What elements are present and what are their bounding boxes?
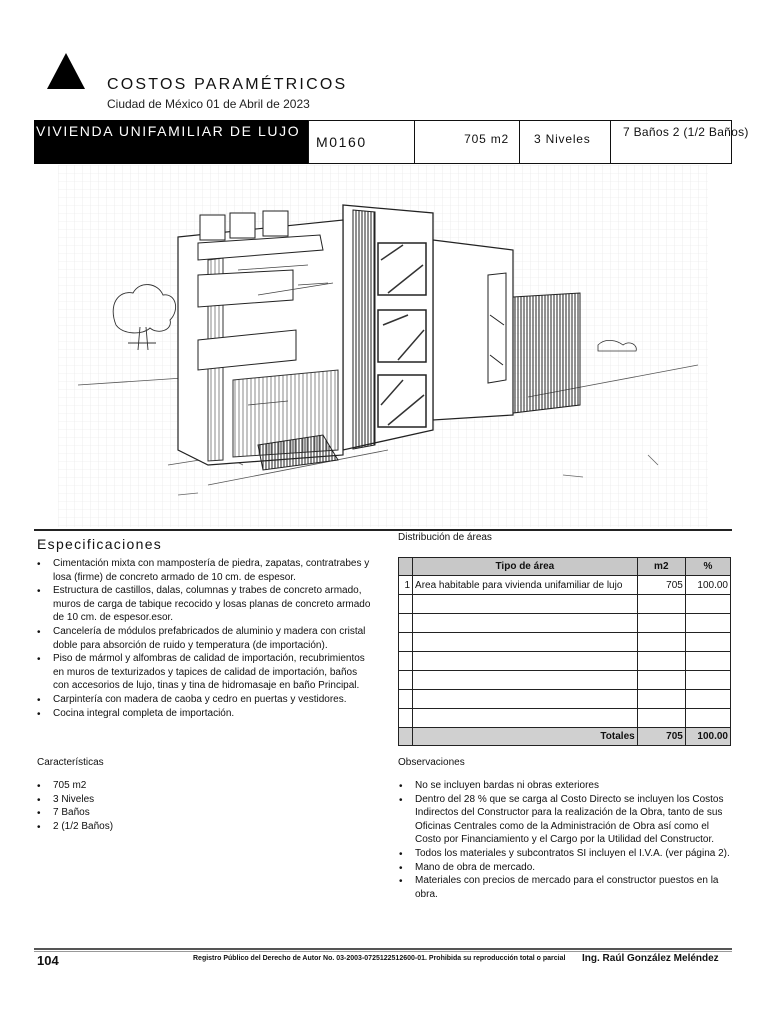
characteristics-list xyxy=(36,779,236,833)
page-subtitle: Ciudad de México 01 de Abril de 2023 xyxy=(107,97,310,111)
area-value: 705 m2 xyxy=(464,132,509,146)
totals-row xyxy=(399,728,731,746)
observations-label: Observaciones xyxy=(398,757,465,768)
specs-list xyxy=(36,557,372,720)
list-item: • Todos los materiales y subcontratos SI incluyen el I.V.A. (ver página 2). xyxy=(398,847,731,861)
footer-divider-thin xyxy=(34,951,732,952)
totals-pct: 100.00 xyxy=(685,728,730,746)
info-bar-title-block xyxy=(34,120,308,164)
row-index: 1 xyxy=(399,576,413,595)
triangle-logo-icon xyxy=(46,52,86,90)
table-header-m2: m2 xyxy=(637,558,685,576)
list-item: • Carpintería con madera de caoba y cedro en puertas y vestidores. xyxy=(36,693,372,707)
list-item: • Cocina integral completa de importación. xyxy=(36,707,372,721)
totals-label: Totales xyxy=(413,728,638,746)
table-row xyxy=(399,671,731,690)
levels-value: 3 Niveles xyxy=(534,132,591,146)
section-divider xyxy=(34,529,732,531)
house-type: VIVIENDA UNIFAMILIAR DE LUJO xyxy=(36,123,301,139)
list-item: • No se incluyen bardas ni obras exteriores xyxy=(398,779,731,793)
list-item: • Cancelería de módulos prefabricados de aluminio y madera con cristal doble para absorción de ruido y temperatura (de importación). xyxy=(36,625,372,652)
observations-list xyxy=(398,779,731,901)
area-cell xyxy=(414,120,520,164)
specs-title: Especificaciones xyxy=(37,536,163,552)
list-item: • Dentro del 28 % que se carga al Costo Directo se incluyen los Costos Indirectos del Constructor para la realización de la Obra, tanto de sus Oficinas Centrales como de la Administración de Obra así como el Costo por Financiamiento y el Cargo por la Utilidad del Constructor. xyxy=(398,793,731,847)
baths-value: 7 Baños 2 (1/2 Baños) xyxy=(623,125,749,139)
table-row xyxy=(399,576,731,595)
list-item: • Piso de mármol y alfombras de calidad de importación, recubrimientos en muros de texturizados y tapices de calidad de importación, baños con accesorios de lujo, tinas y tina de hidromasaje en baño Principal. xyxy=(36,652,372,693)
table-header-index xyxy=(399,558,413,576)
page-title: COSTOS PARAMÉTRICOS xyxy=(107,76,348,93)
distribution-table xyxy=(398,557,731,746)
list-item: • Materiales con precios de mercado para el constructor puestos en la obra. xyxy=(398,874,731,901)
list-item: • 7 Baños xyxy=(36,806,236,820)
levels-cell xyxy=(520,120,611,164)
table-row xyxy=(399,595,731,614)
baths-cell xyxy=(611,120,749,164)
house-sketch-image xyxy=(58,165,708,527)
info-bar xyxy=(34,120,749,164)
row-type: Area habitable para vivienda unifamiliar de lujo xyxy=(413,576,638,595)
distribution-label: Distribución de áreas xyxy=(398,532,492,543)
footer-divider xyxy=(34,948,732,950)
code-value: M0160 xyxy=(316,134,367,150)
list-item: • Estructura de castillos, dalas, columnas y trabes de concreto armado, muros de carga de tabique recocido y losas planas de concreto armado de 10 cm. de espesor.esor. xyxy=(36,584,372,625)
table-row xyxy=(399,690,731,709)
list-item: • Cimentación mixta con mampostería de piedra, zapatas, contratrabes y losa (firme) de concreto armado de 10 cm. de espesor. xyxy=(36,557,372,584)
list-item: • Mano de obra de mercado. xyxy=(398,861,731,875)
row-pct: 100.00 xyxy=(685,576,730,595)
row-m2: 705 xyxy=(637,576,685,595)
list-item: • 705 m2 xyxy=(36,779,236,793)
list-item: • 2 (1/2 Baños) xyxy=(36,820,236,834)
table-row xyxy=(399,709,731,728)
list-item: • 3 Niveles xyxy=(36,793,236,807)
copyright-notice: Registro Público del Derecho de Autor No. 03-2003-0725122512600-01. Prohibida su reproducción total o parcial xyxy=(193,955,566,962)
page-number: 104 xyxy=(37,953,59,968)
characteristics-label: Características xyxy=(37,757,104,768)
table-header-row xyxy=(399,558,731,576)
author-name: Ing. Raúl González Meléndez xyxy=(582,953,719,964)
table-header-type: Tipo de área xyxy=(413,558,638,576)
table-row xyxy=(399,614,731,633)
code-cell xyxy=(308,120,415,164)
table-row xyxy=(399,633,731,652)
totals-m2: 705 xyxy=(637,728,685,746)
table-row xyxy=(399,652,731,671)
table-header-pct: % xyxy=(685,558,730,576)
